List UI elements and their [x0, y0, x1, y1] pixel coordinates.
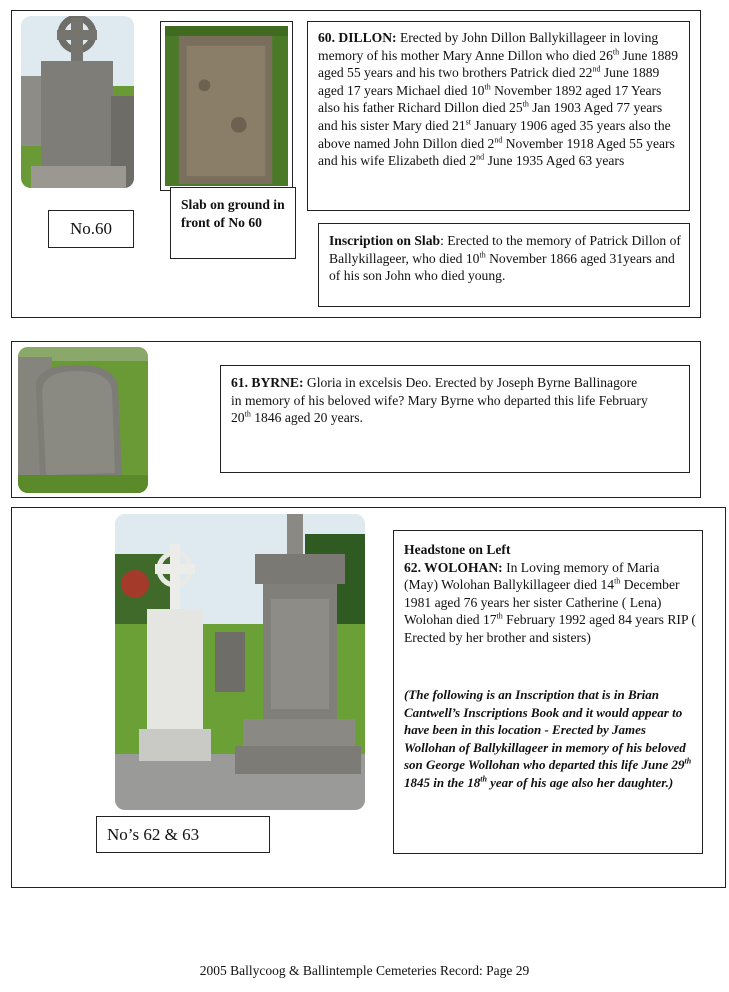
slab-photo: [160, 21, 293, 191]
byrne-sup-1: th: [244, 409, 251, 419]
wolohan-text-1: In Loving memory of Maria (May) Wolohan Ballykillageer died 14: [404, 559, 660, 593]
dillon-heading: 60. DILLON:: [318, 30, 397, 45]
wolohan-italic-2: 1845 in the 18: [404, 774, 481, 790]
dillon-text-7: November 1918 Aged 55 years and his wife Elizabeth died 2: [318, 135, 675, 169]
dillon-inscription-text: [318, 29, 683, 170]
slab-heading: Inscription on Slab: [329, 233, 441, 248]
slab-inscription-box: [318, 223, 690, 307]
wolohan-subheading: Headstone on Left: [404, 542, 511, 557]
entry-60-section: [11, 10, 701, 318]
dillon-text-5: Jan 1903 Aged 77 years and his sister Mary died 21: [318, 100, 663, 133]
wolohan-sup-1: th: [614, 576, 621, 586]
wolohan-text-3: February 1992 aged 84 years RIP ( Erected by her brother and sisters): [404, 612, 696, 645]
wolohan-italic-1: (The following is an Inscription that is in Brian Cantwell’s Inscriptions Book and it would appear to have been in this location - Erected by James Wollohan of Ballykillageer in memory of his beloved son George Wollohan who departed this life June 29: [404, 687, 686, 772]
dillon-sup-1: th: [612, 47, 620, 57]
byrne-text-2: 1846 aged 20 years.: [250, 410, 363, 426]
dillon-sup-7: nd: [476, 152, 485, 162]
byrne-inscription-box: [220, 365, 690, 473]
photo-60-label-text: No.60: [69, 219, 113, 238]
dillon-inscription-box: [307, 21, 690, 211]
slab-label-box: [170, 187, 296, 259]
wolohan-sup-2: th: [496, 611, 503, 621]
slab-inscription-text: [329, 232, 684, 285]
dillon-sup-6: nd: [494, 135, 503, 145]
dillon-sup-4: th: [522, 99, 529, 109]
entry-62-section: [11, 507, 726, 888]
entry-61-section: [11, 341, 701, 498]
photo-60-label: [48, 210, 134, 248]
byrne-text-1: Gloria in excelsis Deo. Erected by Joseph Byrne Ballinagore in memory of his beloved wife? Mary Byrne who departed this life February 20: [231, 375, 648, 426]
wolohan-italic-sup-1: th: [684, 756, 692, 766]
slab-sup: th: [479, 250, 486, 260]
byrne-heading: 61. BYRNE:: [231, 375, 304, 390]
wolohan-italic-3: year of his age also her daughter.): [486, 774, 674, 790]
byrne-inscription-text: [231, 374, 651, 427]
headstone-60-photo: [21, 16, 134, 188]
dillon-text-6: January 1906 aged 35 years also the above named John Dillon died 2: [318, 117, 671, 151]
wolohan-inscription-box: [393, 530, 703, 854]
slab-text-1: : Erected to the memory of Patrick Dillon of Ballykillageer, who died 10: [329, 233, 681, 266]
wolohan-italic-note: [404, 686, 696, 791]
dillon-sup-5: st: [465, 117, 471, 127]
dillon-text-2: June 1889 aged 55 years and his two brothers Patrick died 22: [318, 47, 679, 81]
dillon-sup-3: th: [484, 82, 491, 92]
wolohan-text-2: December 1981 aged 76 years her sister Catherine ( Lena) Wolohan died 17: [404, 577, 680, 628]
slab-text-2: November 1866 aged 31years and of his son John who died young.: [329, 250, 675, 284]
photo-62-63-label-text: No’s 62 & 63: [107, 824, 200, 844]
dillon-text-4: November 1892 aged 17 Years also his father Richard Dillon died 25: [318, 82, 662, 116]
slab-label-text: Slab on ground in front of No 60: [181, 197, 285, 230]
headstones-62-63-photo: [115, 514, 365, 810]
wolohan-heading: 62. WOLOHAN:: [404, 559, 503, 575]
dillon-sup-2: nd: [592, 64, 601, 74]
dillon-text-1: Erected by John Dillon Ballykillageer in loving memory of his mother Mary Anne Dillon who died 26: [318, 30, 659, 63]
wolohan-italic-sup-2: th: [480, 774, 487, 784]
wolohan-inscription-text: [404, 541, 696, 647]
dillon-text-3: June 1889 aged 17 years Michael died 10: [318, 65, 660, 98]
dillon-text-8: June 1935 Aged 63 years: [484, 153, 625, 169]
headstone-61-photo: [18, 347, 148, 493]
photo-62-63-label: [96, 816, 270, 853]
page-footer: 2005 Ballycoog & Ballintemple Cemeteries Record: Page 29: [199, 963, 530, 978]
